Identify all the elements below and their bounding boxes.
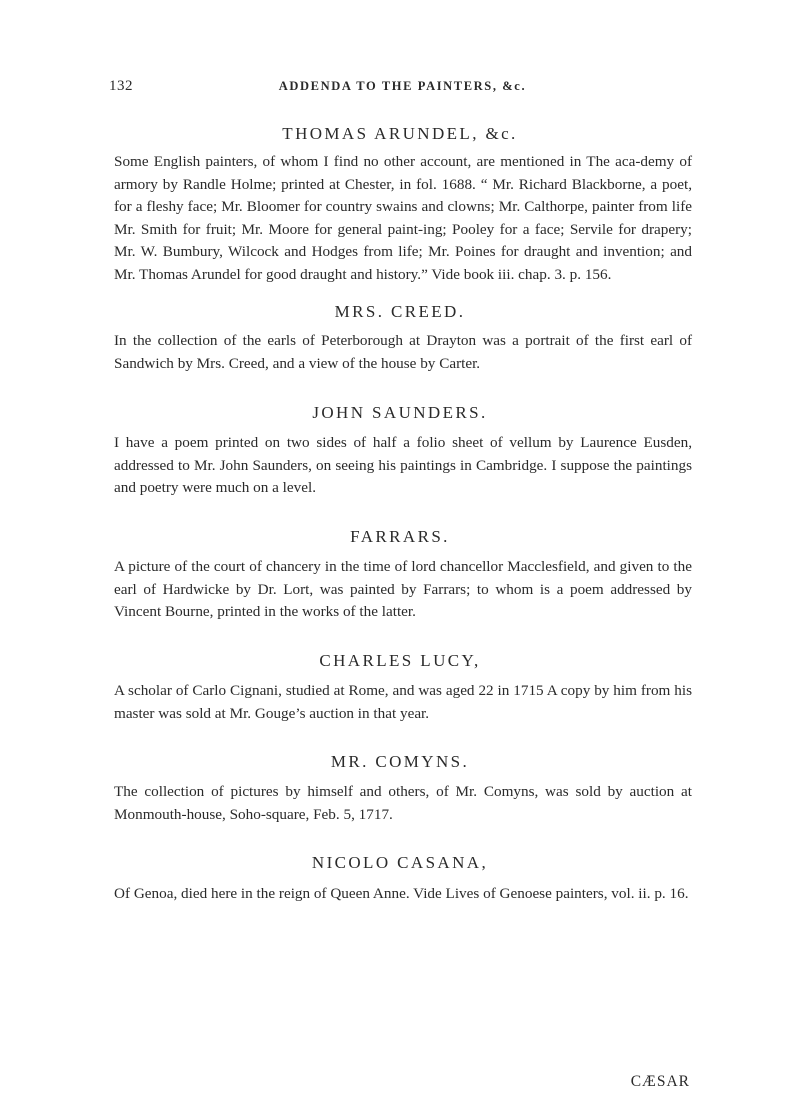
section-text-mr-comyns: The collection of pictures by himself and others, of Mr. Comyns, was sold by auction at Monmouth-house, Soho-square, Feb. 5, 1717. — [114, 783, 692, 823]
section-heading-john-saunders: JOHN SAUNDERS. — [312, 403, 488, 422]
section-heading-farrars: FARRARS. — [350, 527, 450, 546]
section-text-nicolo-casana: Of Genoa, died here in the reign of Queen Anne. Vide Lives of Genoese painters, vol. ii. p. 16. — [114, 885, 689, 902]
page-number: 132 — [109, 78, 133, 94]
section-heading-mr-comyns: MR. COMYNS. — [330, 752, 470, 771]
running-head — [109, 78, 696, 106]
section-text-john-saunders: I have a poem printed on two sides of half a folio sheet of vellum by Laurence Eusden, addressed to Mr. John Saunders, on seeing his paintings in Cambridge. I suppose the paintings and poetry were much on a level. — [114, 434, 692, 497]
section-text-thomas-arundel: Some English painters, of whom I find no other account, are mentioned in The aca-demy of armory by Randle Holme; printed at Chester, in fol. 1688. “ Mr. Richard Blackborne, a poet, for a fleshy face; Mr. Bloomer for country swains and clowns; Mr. Calthorpe, painter from life Mr. Smith for fruit; Mr. Moore for general paint-ing; Pooley for a face; Servile for drapery; Mr. W. Bumbury, Wilcock and Hodges from life; Mr. Poines for draught and invention; and Mr. Thomas Arundel for good draught and history.” Vide book iii. chap. 3. p. 156. — [114, 153, 692, 283]
section-text-charles-lucy: A scholar of Carlo Cignani, studied at Rome, and was aged 22 in 1715 A copy by him from his master was sold at Mr. Gouge’s auction in that year. — [114, 682, 692, 722]
section-heading-charles-lucy: CHARLES LUCY, — [319, 651, 481, 670]
section-heading-mrs-creed: MRS. CREED. — [334, 302, 466, 321]
section-text-farrars: A picture of the court of chancery in the time of lord chancellor Macclesfield, and given to the earl of Hardwicke by Dr. Lort, was painted by Farrars; to whom is a poem addressed by Vincent Bourne, printed in the works of the latter. — [114, 558, 692, 621]
running-title: ADDENDA TO THE PAINTERS, &c. — [278, 79, 527, 93]
section-text-mrs-creed: In the collection of the earls of Peterborough at Drayton was a portrait of the first earl of Sandwich by Mrs. Creed, and a view of the house by Carter. — [114, 332, 692, 372]
section-heading-nicolo-casana: NICOLO CASANA, — [311, 853, 489, 872]
catchword: CÆSAR — [630, 1073, 690, 1090]
section-heading-thomas-arundel: THOMAS ARUNDEL, &c. — [282, 124, 518, 143]
